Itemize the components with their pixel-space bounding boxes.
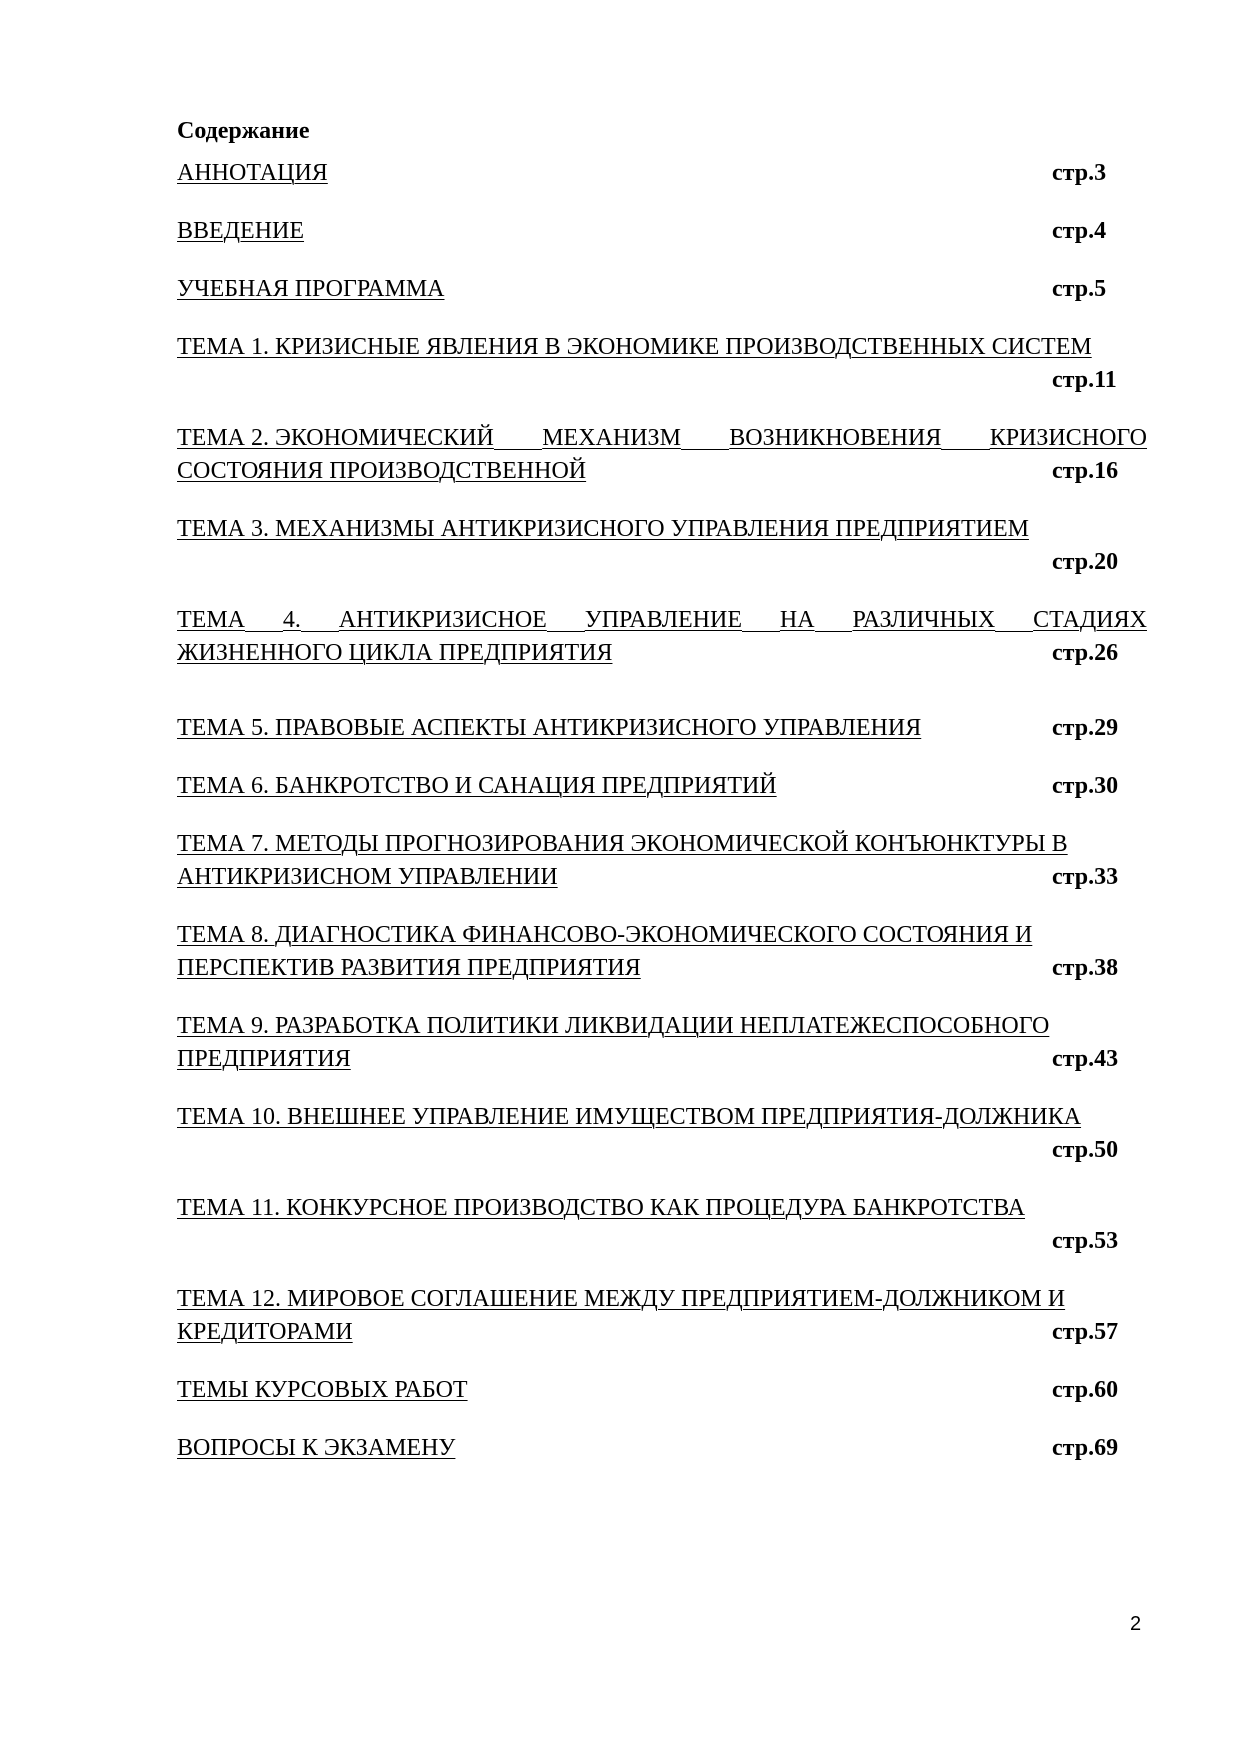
toc-link-topic-8-cont[interactable]: ПЕРСПЕКТИВ РАЗВИТИЯ ПРЕДПРИЯТИЯ — [177, 955, 641, 981]
toc-page-number: стр.60 — [1052, 1377, 1119, 1403]
toc-link-introduction[interactable]: ВВЕДЕНИЕ — [177, 218, 305, 244]
toc-entry-topic-2 — [177, 422, 1147, 488]
toc-link-topic-7-cont[interactable]: АНТИКРИЗИСНОМ УПРАВЛЕНИИ — [177, 864, 558, 890]
toc-entry-topic-5 — [177, 712, 1147, 745]
underline-gap — [742, 604, 780, 632]
toc-page-number: стр.3 — [1052, 160, 1107, 186]
toc-link-topic-6[interactable]: ТЕМА 6. БАНКРОТСТВО И САНАЦИЯ ПРЕДПРИЯТИЙ — [177, 773, 777, 799]
toc-page-number: стр.5 — [1052, 276, 1107, 302]
toc-link-word: КРИЗИСНОГО — [989, 425, 1148, 451]
toc-link-topic-4[interactable] — [177, 604, 1147, 637]
underline-gap — [995, 604, 1033, 632]
underline-gap — [245, 604, 283, 632]
toc-link-word: ТЕМА — [177, 607, 245, 633]
toc-page-number: стр.26 — [1052, 640, 1119, 666]
toc-link-topic-11[interactable]: ТЕМА 11. КОНКУРСНОЕ ПРОИЗВОДСТВО КАК ПРОЦЕДУРА БАНКРОТСТВА — [177, 1195, 1026, 1221]
toc-link-topic-4-cont[interactable]: ЖИЗНЕННОГО ЦИКЛА ПРЕДПРИЯТИЯ — [177, 640, 613, 666]
underline-gap — [301, 604, 339, 632]
toc-entry-course-works — [177, 1374, 1147, 1407]
toc-link-topic-2-cont[interactable]: СОСТОЯНИЯ ПРОИЗВОДСТВЕННОЙ — [177, 458, 587, 484]
toc-page-number: стр.4 — [1052, 218, 1107, 244]
toc-page-number: стр.43 — [1052, 1046, 1119, 1072]
toc-link-word: ВОЗНИКНОВЕНИЯ — [729, 425, 942, 451]
toc-entry-topic-4 — [177, 604, 1147, 670]
toc-link-word: НА — [779, 607, 815, 633]
toc-link-annotation[interactable]: АННОТАЦИЯ — [177, 160, 328, 186]
toc-link-word: МЕХАНИЗМ — [542, 425, 681, 451]
toc-page-number: стр.53 — [1052, 1228, 1119, 1254]
toc-link-course-works[interactable]: ТЕМЫ КУРСОВЫХ РАБОТ — [177, 1377, 468, 1403]
underline-gap — [815, 604, 853, 632]
toc-entry-introduction — [177, 215, 1147, 248]
toc-page-number: стр.69 — [1052, 1435, 1119, 1461]
underline-gap — [547, 604, 585, 632]
toc-entry-topic-9 — [177, 1010, 1147, 1076]
toc-page-number: стр.11 — [1052, 367, 1117, 393]
underline-gap — [494, 422, 542, 450]
toc-link-topic-5[interactable]: ТЕМА 5. ПРАВОВЫЕ АСПЕКТЫ АНТИКРИЗИСНОГО УПРАВЛЕНИЯ — [177, 715, 922, 741]
underline-gap — [681, 422, 729, 450]
underline-gap — [941, 422, 989, 450]
toc-entry-topic-3 — [177, 513, 1147, 579]
toc-entry-topic-1 — [177, 331, 1147, 397]
toc-link-exam-questions[interactable]: ВОПРОСЫ К ЭКЗАМЕНУ — [177, 1435, 456, 1461]
toc-page-number: стр.30 — [1052, 773, 1119, 799]
toc-entry-topic-10 — [177, 1101, 1147, 1167]
toc-link-word: АНТИКРИЗИСНОЕ — [338, 607, 547, 633]
toc-link-topic-9[interactable]: ТЕМА 9. РАЗРАБОТКА ПОЛИТИКИ ЛИКВИДАЦИИ НЕПЛАТЕЖЕСПОСОБНОГО — [177, 1013, 1050, 1039]
toc-page-number: стр.29 — [1052, 715, 1119, 741]
toc-page-number: стр.20 — [1052, 549, 1119, 575]
toc-entry-topic-11 — [177, 1192, 1147, 1258]
toc-link-topic-1[interactable]: ТЕМА 1. КРИЗИСНЫЕ ЯВЛЕНИЯ В ЭКОНОМИКЕ ПРОИЗВОДСТВЕННЫХ СИСТЕМ — [177, 334, 1092, 360]
toc-link-word: 4. — [282, 607, 301, 633]
toc-link-curriculum[interactable]: УЧЕБНАЯ ПРОГРАММА — [177, 276, 445, 302]
toc-page-number: стр.33 — [1052, 864, 1119, 890]
toc-page-number: стр.50 — [1052, 1137, 1119, 1163]
toc-link-word: ТЕМА 2. ЭКОНОМИЧЕСКИЙ — [177, 425, 494, 451]
toc-link-topic-10[interactable]: ТЕМА 10. ВНЕШНЕЕ УПРАВЛЕНИЕ ИМУЩЕСТВОМ ПРЕДПРИЯТИЯ-ДОЛЖНИКА — [177, 1104, 1082, 1130]
toc-link-word: СТАДИЯХ — [1033, 607, 1147, 633]
toc-link-topic-8[interactable]: ТЕМА 8. ДИАГНОСТИКА ФИНАНСОВО-ЭКОНОМИЧЕСКОГО СОСТОЯНИЯ И — [177, 922, 1033, 948]
toc-link-topic-9-cont[interactable]: ПРЕДПРИЯТИЯ — [177, 1046, 351, 1072]
toc-link-word: РАЗЛИЧНЫХ — [852, 607, 996, 633]
page-number: 2 — [1130, 1613, 1142, 1635]
toc-page-number: стр.38 — [1052, 955, 1119, 981]
toc-entry-curriculum — [177, 273, 1147, 306]
toc-heading: Содержание — [177, 118, 310, 144]
toc-entry-annotation — [177, 157, 1147, 190]
toc-link-word: УПРАВЛЕНИЕ — [584, 607, 742, 633]
toc-entry-topic-12 — [177, 1283, 1147, 1349]
toc-entry-topic-8 — [177, 919, 1147, 985]
toc-link-topic-3[interactable]: ТЕМА 3. МЕХАНИЗМЫ АНТИКРИЗИСНОГО УПРАВЛЕНИЯ ПРЕДПРИЯТИЕМ — [177, 516, 1029, 542]
toc-entry-exam-questions — [177, 1432, 1147, 1465]
toc-entry-topic-7 — [177, 828, 1147, 894]
toc-link-topic-12-cont[interactable]: КРЕДИТОРАМИ — [177, 1319, 353, 1345]
toc-page-number: стр.16 — [1052, 458, 1119, 484]
toc-link-topic-2[interactable] — [177, 422, 1147, 455]
toc-link-topic-7[interactable]: ТЕМА 7. МЕТОДЫ ПРОГНОЗИРОВАНИЯ ЭКОНОМИЧЕСКОЙ КОНЪЮНКТУРЫ В — [177, 831, 1068, 857]
toc-link-topic-12[interactable]: ТЕМА 12. МИРОВОЕ СОГЛАШЕНИЕ МЕЖДУ ПРЕДПРИЯТИЕМ-ДОЛЖНИКОМ И — [177, 1286, 1066, 1312]
toc-page-number: стр.57 — [1052, 1319, 1119, 1345]
toc-entry-topic-6 — [177, 770, 1147, 803]
